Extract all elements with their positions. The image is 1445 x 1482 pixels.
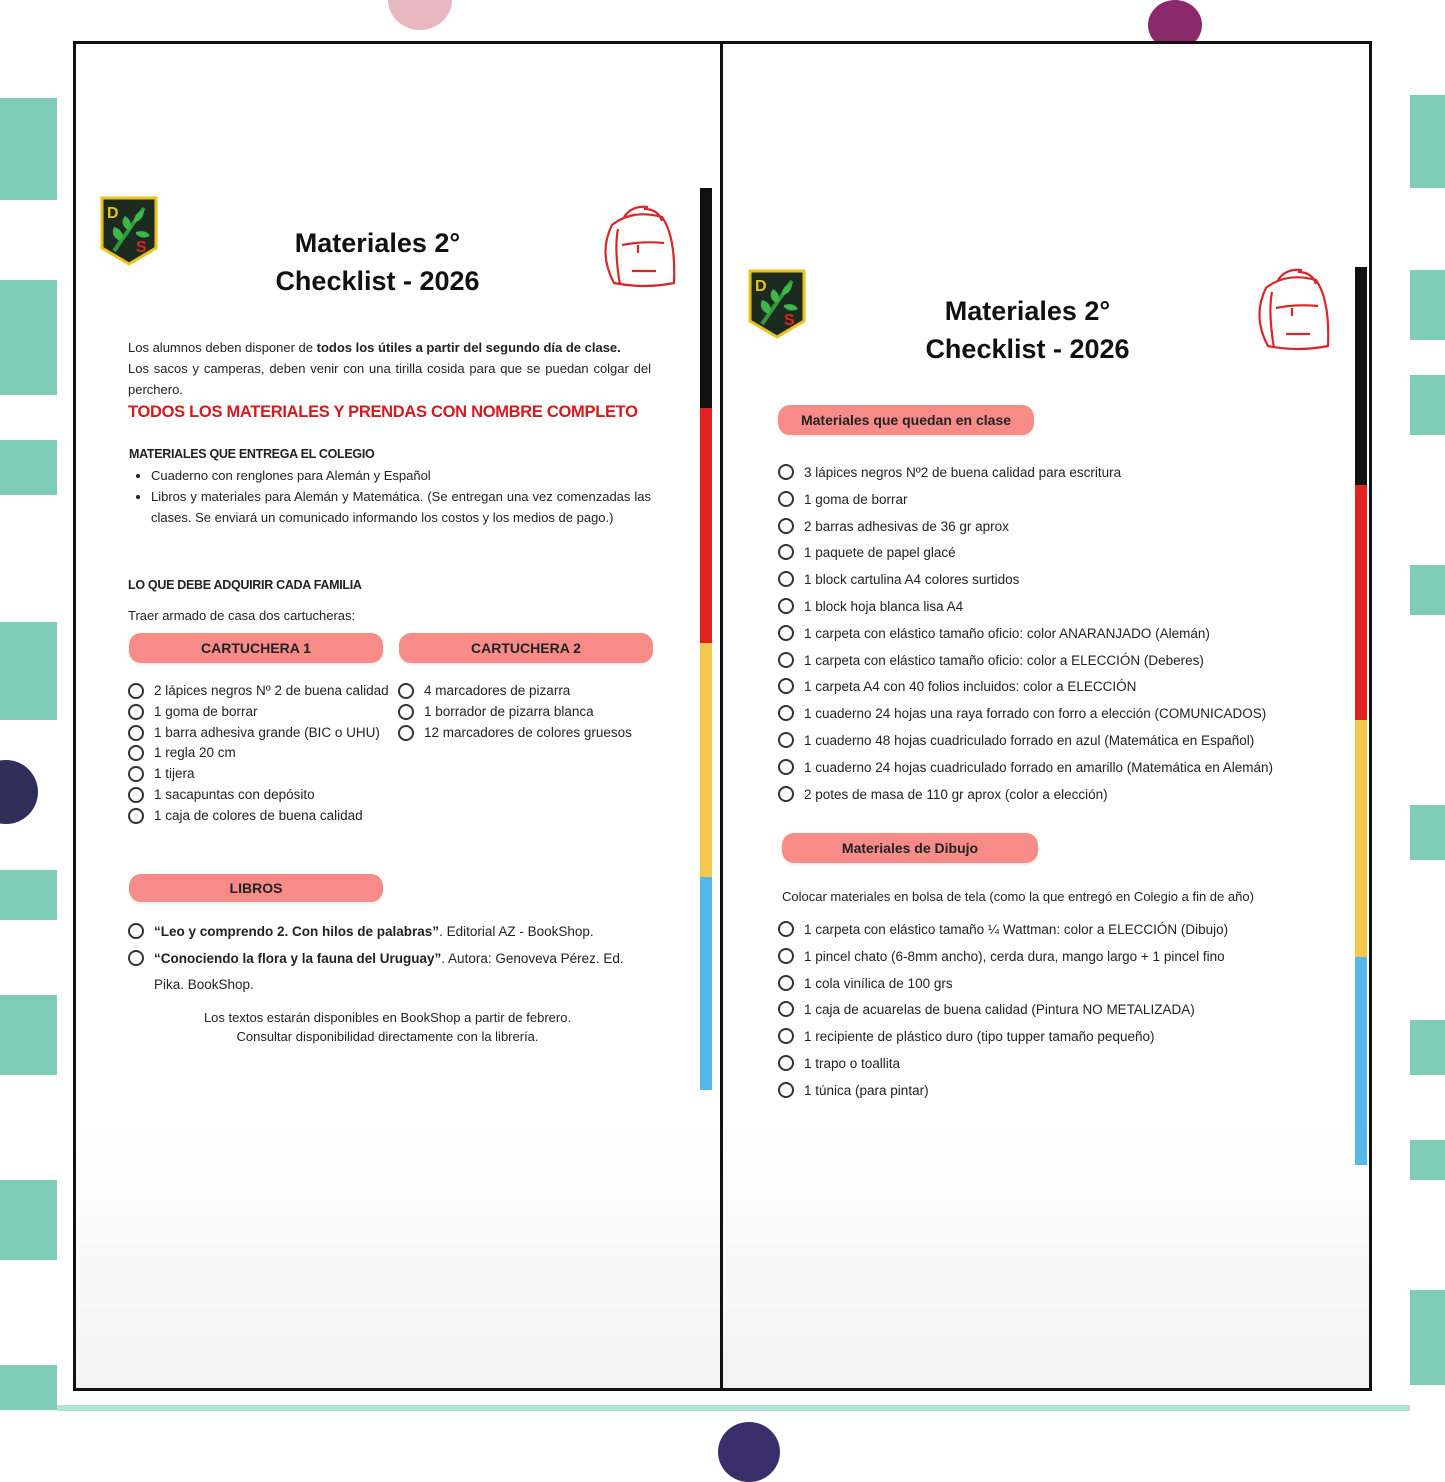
title-line-2: Checklist - 2026 [925, 334, 1130, 364]
checkbox-circle-icon[interactable] [778, 705, 794, 721]
dibujo-note: Colocar materiales en bolsa de tela (como la que entregó en Colegio a fin de año) [782, 889, 1254, 904]
intro-text-bold: todos los útiles a partir del segundo día de clase. [316, 340, 621, 355]
school-crest-logo [748, 269, 806, 339]
checklist-item[interactable] [128, 681, 398, 702]
checkbox-circle-icon[interactable] [128, 745, 144, 761]
checkbox-circle-icon[interactable] [128, 950, 144, 966]
teal-stripe [1410, 565, 1445, 615]
intro-text [128, 337, 651, 400]
item-label: 1 recipiente de plástico duro (tipo tupper tamaño pequeño) [804, 1029, 1155, 1045]
item-label: 1 sacapuntas con depósito [154, 786, 315, 802]
checkbox-circle-icon[interactable] [398, 704, 414, 720]
item-label: 1 cuaderno 24 hojas cuadriculado forrado en amarillo (Matemática en Alemán) [804, 759, 1274, 775]
backpack-icon [1252, 268, 1332, 356]
teal-stripe [0, 622, 57, 720]
item-label: 1 tijera [154, 766, 195, 782]
item-label: 1 carpeta A4 con 40 folios incluidos: color a ELECCIÓN [804, 679, 1137, 695]
checklist-item[interactable] [128, 764, 398, 785]
teal-stripe [0, 870, 57, 920]
checkbox-circle-icon[interactable] [128, 766, 144, 782]
checkbox-circle-icon[interactable] [128, 787, 144, 803]
checkbox-circle-icon[interactable] [778, 1082, 794, 1098]
checklist-item[interactable] [778, 917, 1348, 944]
checklist-item[interactable] [778, 540, 1348, 567]
intro-text-2: Los sacos y camperas, deben venir con una tirilla cosida para que se puedan colgar del perchero. [128, 361, 651, 397]
checklist-item[interactable] [778, 944, 1348, 971]
checkbox-circle-icon[interactable] [778, 1028, 794, 1044]
teal-stripe [0, 440, 57, 495]
checklist-item[interactable] [778, 971, 1348, 998]
item-label: 1 carpeta con elástico tamaño oficio: color a ELECCIÓN (Deberes) [804, 652, 1204, 668]
checkbox-circle-icon[interactable] [778, 732, 794, 748]
checklist-item[interactable] [778, 594, 1348, 621]
checkbox-circle-icon[interactable] [778, 1055, 794, 1071]
checklist-item[interactable] [778, 755, 1348, 782]
item-label: 1 túnica (para pintar) [804, 1082, 929, 1098]
svg-text:D: D [755, 278, 767, 295]
teal-stripe [0, 98, 57, 200]
checkbox-circle-icon[interactable] [778, 571, 794, 587]
teal-stripe [0, 280, 57, 395]
item-label: 2 barras adhesivas de 36 gr aprox [804, 518, 1009, 534]
title-line-1: Materiales 2° [944, 296, 1111, 326]
section-heading-colegio: MATERIALES QUE ENTREGA EL COLEGIO [129, 447, 375, 461]
svg-text:S: S [784, 312, 795, 329]
book-details: . Autora: Genoveva Pérez. Ed. Pika. BookShop. [154, 950, 624, 992]
checkbox-circle-icon[interactable] [778, 491, 794, 507]
teal-stripe [57, 1405, 1410, 1411]
book-title: “Leo y comprendo 2. Con hilos de palabras” [154, 924, 440, 939]
title-line-1: Materiales 2° [294, 228, 461, 258]
item-label: 2 potes de masa de 110 gr aprox (color a elección) [804, 786, 1108, 802]
section-heading-familia: LO QUE DEBE ADQUIRIR CADA FAMILIA [128, 578, 362, 592]
clase-list [778, 460, 1348, 808]
svg-text:D: D [107, 205, 119, 222]
color-bar-red [1355, 485, 1367, 720]
color-bar-blue [1355, 957, 1367, 1165]
page-title [220, 224, 535, 300]
item-label: 3 lápices negros Nº2 de buena calidad para escritura [804, 465, 1122, 480]
item-label: 1 block cartulina A4 colores surtidos [804, 572, 1020, 588]
item-label: 2 lápices negros Nº 2 de buena calidad [154, 683, 389, 698]
clase-header: Materiales que quedan en clase [778, 405, 1034, 435]
checkbox-circle-icon[interactable] [778, 625, 794, 641]
svg-text:S: S [136, 239, 147, 256]
checklist-item[interactable] [398, 681, 660, 702]
color-bar-yellow [1355, 720, 1367, 957]
title-line-2: Checklist - 2026 [275, 266, 480, 296]
checkbox-circle-icon[interactable] [778, 921, 794, 937]
checklist-item[interactable] [128, 702, 398, 723]
backpack-icon [598, 205, 678, 293]
checklist-item[interactable] [778, 514, 1348, 541]
cartuchera-2-list [398, 681, 660, 743]
cartuchera-1-header: CARTUCHERA 1 [129, 633, 383, 663]
checkbox-circle-icon[interactable] [778, 518, 794, 534]
checklist-item[interactable] [778, 648, 1348, 675]
item-label: 1 goma de borrar [804, 491, 908, 507]
bullet-item: • Libros y materiales para Alemán y Matemática. (Se entregan una vez comenzadas las clases. Se enviará un comunicado informando los costos y los medios de pago.) [151, 486, 651, 528]
checklist-item[interactable] [128, 723, 398, 744]
item-label: 1 goma de borrar [154, 703, 258, 719]
libros-header: LIBROS [129, 874, 383, 902]
checklist-item[interactable] [778, 674, 1348, 701]
checklist-item[interactable] [778, 782, 1348, 809]
item-label: 1 caja de colores de buena calidad [154, 807, 363, 823]
teal-stripe [1410, 375, 1445, 435]
item-label: 1 caja de acuarelas de buena calidad (Pintura NO METALIZADA) [804, 1002, 1195, 1018]
checklist-item[interactable] [778, 621, 1348, 648]
checklist-item[interactable] [778, 487, 1348, 514]
checklist-item[interactable] [398, 723, 660, 744]
checklist-item[interactable] [128, 919, 648, 946]
teal-stripe [1410, 95, 1445, 188]
glitter-dot [388, 0, 452, 30]
item-label: 4 marcadores de pizarra [424, 683, 571, 698]
color-bar-black [1355, 267, 1367, 485]
item-label: 12 marcadores de colores gruesos [424, 724, 632, 740]
libros-list [128, 919, 648, 999]
intro-text-plain: Los alumnos deben disponer de [128, 340, 317, 355]
checkbox-circle-icon[interactable] [778, 786, 794, 802]
teal-stripe [1410, 1290, 1445, 1385]
book-title: “Conociendo la flora y la fauna del Uruguay” [154, 950, 442, 966]
checkbox-circle-icon[interactable] [128, 808, 144, 824]
color-bar-blue [700, 877, 712, 1090]
school-crest-logo [100, 196, 158, 266]
checklist-item[interactable] [778, 997, 1348, 1024]
checklist-item[interactable] [778, 460, 1348, 487]
cartuchera-1-list [128, 681, 398, 827]
checklist-item[interactable] [778, 1078, 1348, 1105]
checklist-item[interactable] [128, 946, 648, 999]
item-label: 1 borrador de pizarra blanca [424, 703, 594, 719]
footer-line-2: Consultar disponibilidad directamente con la librería. [236, 1029, 539, 1044]
item-label: 1 pincel chato (6-8mm ancho), cerda dura, mango largo + 1 pincel fino [804, 948, 1225, 964]
checkbox-circle-icon[interactable] [398, 683, 414, 699]
checkbox-circle-icon[interactable] [128, 725, 144, 741]
book-details: . Editorial AZ - BookShop. [439, 924, 594, 939]
glitter-dot [0, 760, 38, 824]
item-label: 1 block hoja blanca lisa A4 [804, 598, 964, 614]
teal-stripe [1410, 1140, 1445, 1180]
item-label: 1 carpeta con elástico tamaño oficio: color ANARANJADO (Alemán) [804, 625, 1210, 641]
checklist-item[interactable] [778, 728, 1348, 755]
checkbox-circle-icon[interactable] [778, 948, 794, 964]
checklist-item[interactable] [778, 701, 1348, 728]
checkbox-circle-icon[interactable] [778, 678, 794, 694]
libros-footer [100, 1008, 675, 1046]
checklist-item[interactable] [128, 806, 398, 827]
checkbox-circle-icon[interactable] [778, 652, 794, 668]
teal-stripe [1410, 805, 1445, 860]
checkbox-circle-icon[interactable] [398, 725, 414, 741]
item-label: 1 barra adhesiva grande (BIC o UHU) [154, 724, 380, 740]
checklist-item[interactable] [778, 1024, 1348, 1051]
item-label: 1 cuaderno 48 hojas cuadriculado forrado en azul (Matemática en Español) [804, 732, 1255, 748]
glitter-dot [718, 1422, 780, 1482]
teal-stripe [0, 1180, 57, 1260]
item-label: 1 carpeta con elástico tamaño ¼ Wattman: color a ELECCIÓN (Dibujo) [804, 922, 1229, 937]
name-warning: TODOS LOS MATERIALES Y PRENDAS CON NOMBRE COMPLETO [128, 403, 638, 421]
color-bar-yellow [700, 643, 712, 877]
checkbox-circle-icon[interactable] [778, 1001, 794, 1017]
color-bar-black [700, 188, 712, 408]
teal-stripe [0, 1365, 57, 1410]
checkbox-circle-icon[interactable] [778, 544, 794, 560]
checkbox-circle-icon[interactable] [778, 975, 794, 991]
dibujo-list [778, 917, 1348, 1105]
checklist-item[interactable] [128, 743, 398, 764]
checklist-item[interactable] [398, 702, 660, 723]
item-label: 1 trapo o toallita [804, 1055, 901, 1071]
item-label: 1 cuaderno 24 hojas una raya forrado con forro a elección (COMUNICADOS) [804, 706, 1267, 722]
teal-stripe [1410, 270, 1445, 340]
bullet-item: • Cuaderno con renglones para Alemán y Español [151, 465, 651, 486]
teal-stripe [1410, 1020, 1445, 1075]
page-title [870, 292, 1185, 368]
item-label: 1 paquete de papel glacé [804, 545, 956, 561]
item-label: 1 cola vinílica de 100 grs [804, 975, 953, 991]
teal-stripe [0, 995, 57, 1075]
checkbox-circle-icon[interactable] [128, 704, 144, 720]
checkbox-circle-icon[interactable] [778, 759, 794, 775]
checkbox-circle-icon[interactable] [778, 464, 794, 480]
colegio-list [151, 465, 651, 528]
color-bar-red [700, 408, 712, 643]
item-label: 1 regla 20 cm [154, 745, 236, 761]
footer-line-1: Los textos estarán disponibles en BookShop a partir de febrero. [203, 1010, 572, 1025]
checklist-item[interactable] [778, 567, 1348, 594]
cartuchera-2-header: CARTUCHERA 2 [399, 633, 653, 663]
checkbox-circle-icon[interactable] [778, 598, 794, 614]
checkbox-circle-icon[interactable] [128, 923, 144, 939]
checklist-item[interactable] [778, 1051, 1348, 1078]
checklist-item[interactable] [128, 785, 398, 806]
dibujo-header: Materiales de Dibujo [782, 833, 1038, 863]
cartucheras-note: Traer armado de casa dos cartucheras: [128, 608, 356, 623]
checkbox-circle-icon[interactable] [128, 683, 144, 699]
